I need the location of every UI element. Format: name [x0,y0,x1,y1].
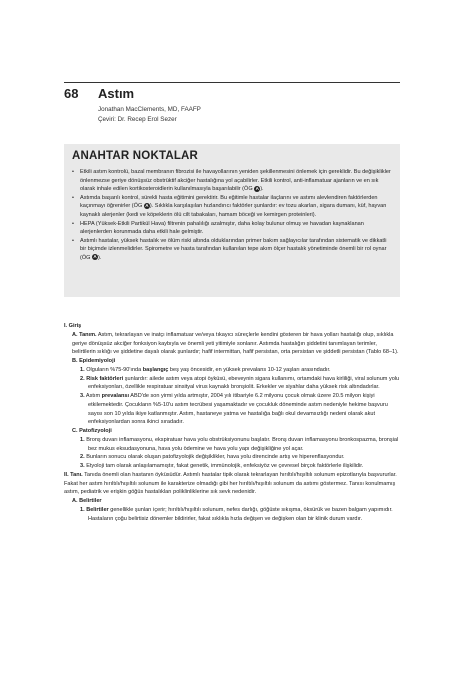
paragraph: A. Tanım. Astım, tekrarlayan ve inatçı inflamatuar ve/veya tıkayıcı süreçlerle kendini gösteren bir hava yolları hastalığı olup, sıklıkla geriye dönüşsüz akciğer fonksiyon kaybıyla ve önemli yeti yitimiyle sonlanır. Astımda hastalığın şiddetini tanımlayan terimler, belirtilerin sıklığı ve şiddetine dayalı olarak şunlardır; hafif intermittan, hafif persistan, orta persistan ve şiddetli persistan (Tablo 68–1). [72,331,399,356]
list-item: 2. Risk faktörleri şunlardır: ailede astım veya atopi öyküsü, ebeveynin sigara kullanımı, ortamdaki hava kirliliği, viral solunum yolu enfeksiyonları, özellikle respiratuar sinsityal virus kaynaklı bronşiolit. Erkekler ve siyahlar daha yüksek risk altındadırlar. [80,375,400,391]
key-point: • HEPA (Yüksek-Etkili Partikül Hava) filtrenin pahalılığı azalmıştır, daha kolay bulunur olmuş ve havadan kaynaklanan alerjenlerden korunmada daha etkili hale gelmiştir. [72,220,394,237]
key-points-list [72,168,394,263]
evidence-ref-icon: A [255,185,259,191]
list-item: 3. Astım prevalansı ABD'de son yirmi yılda artmıştır, 2004 yılı itibariyle 6.2 milyonu çocuk olmak üzere 20.5 milyon kişiyi etkilemektedir. Çocukların %5-10'u astım tecrübesi yaşamaktadır ve çocukluk döneminde astım nedeniyle hekime başvuru sayısı son 10 yılda ikiye katlanmıştır. Astım, hastaneye yatma ve hastalığa bağlı okul devamsızlığı nedeni olarak akut enfeksiyonlardan sonra ikinci sıradadır. [80,393,388,426]
section-heading: I. Giriş [64,323,82,329]
key-points-box [64,144,400,297]
subsection-heading: C. Patofizyoloji [72,428,112,434]
list-item: 2. Bunların sonucu olarak oluşan patofizyolojik değişiklikler, hava yolu direncinde artış ve hiperenflasyondur. [80,454,345,461]
subsection-heading: A. Belirtiler [72,498,102,504]
chapter-number: 68 [64,86,79,101]
subsection-heading: B. Epidemiyoloji [72,358,116,364]
author-block [98,105,201,125]
key-points-title: ANAHTAR NOKTALAR [72,150,199,162]
chapter-title: Astım [98,86,135,101]
chapter-divider [64,82,400,83]
chapter-body [64,322,400,523]
paragraph: II. Tanı. Tanıda önemli olan hastanın öyküsüdür. Astımlı hastalar tipik olarak tekrarlayan hırıltılı/hışıltılı solunum epizotlarıyla başvururlar. Fakat her astım hırıltılı/hışıltılı solunum ile karakterize olmadığı gibi her hırıltılı/hışıltılı solunum da astımı göstermez. Tanısı konulmamış astım, pediatrik ve erişkin göğüs hastalıkları poliklinliklerine sık sevk nedenidir. [64,471,397,496]
list-item: 1. Belirtiler genellikle şunları içerir; hırıltılı/hışıltılı solunum, nefes darlığı, göğüste sıkışma, öksürük ve bazen balgam yapımıdır. Hastaların çoğu belirtisiz dönemler bildirirler, fakat sıklıkla hızla değişen ve değişken olan bir klinik durum vardır. [80,506,393,522]
list-item: 1. Olguların %75-90'ında başlangıç beş yaş öncesidir, en yüksek prevalans 10-12 yaşları arasındadır. [80,366,331,373]
evidence-ref-icon: A [93,254,97,260]
evidence-ref-icon: A [145,202,149,208]
translator: Çeviri: Dr. Recep Erol Sezer [98,116,177,123]
list-item: 1. Bronş duvarı inflamasyonu, ekspiratuar hava yolu obstrüksiyonunu başlatır. Bronş duvarı inflamasyonu bronkospazma, bronşial bez mukus eksudasyonuna, hava yolu ödemine ve hava yolu yapı değişikliğine yol açar. [80,436,399,452]
author: Jonathan MacClements, MD, FAAFP [98,106,201,113]
key-point: • Astımda başarılı kontrol, sürekli hasta eğitimini gerektirir. Bu eğitimle hastalar ilaçlarını ve astımı alevlendiren faktörlerden kaçınmayı öğrenirler (ÖG A). Sıklıkla karşılaşılan hızlandırıcı faktörler şunlardır: ev tozu akarları, sigara dumanı, küf, hayvan kaynaklı alerjenler (kedi ve köpeklerin ölü cilt tabakaları, hamam böceği ve kemirgen proteinleri). [72,194,394,220]
list-item: 3. Etyoloji tam olarak anlaşılamamıştır, fakat genetik, immünolojik, enfeksiyöz ve çevresel birçok faktörlerle ilişkilidir. [80,463,364,469]
key-point: • Astımlı hastalar, yüksek hastalık ve ölüm riski altında olduklarından primer bakım sağlayıcılar tarafından sistematik ve dikkatli bir biçimde izlenmelidirler. Spirometre ve hasta tarafından kullanılan tepe akım ölçer hastalık yönetiminde önemli bir rol oynar (ÖG A). [72,237,394,263]
key-point: • Etkili astım kontrolü, bazal membranın fibrozisi ile havayollarının yeniden şekillenmesini önlemek için gereklidir. Bu değişiklikler önlenmezse geriye dönüşsüz obstrüktif akciğer hastalığına yol açabilirler. Etkili kontrol, anti-inflamatuar ajanların ve en sık olarak inhale edilen kortikosteroidlerin kullanılmasıyla başarılabilir (ÖG A). [72,168,394,194]
